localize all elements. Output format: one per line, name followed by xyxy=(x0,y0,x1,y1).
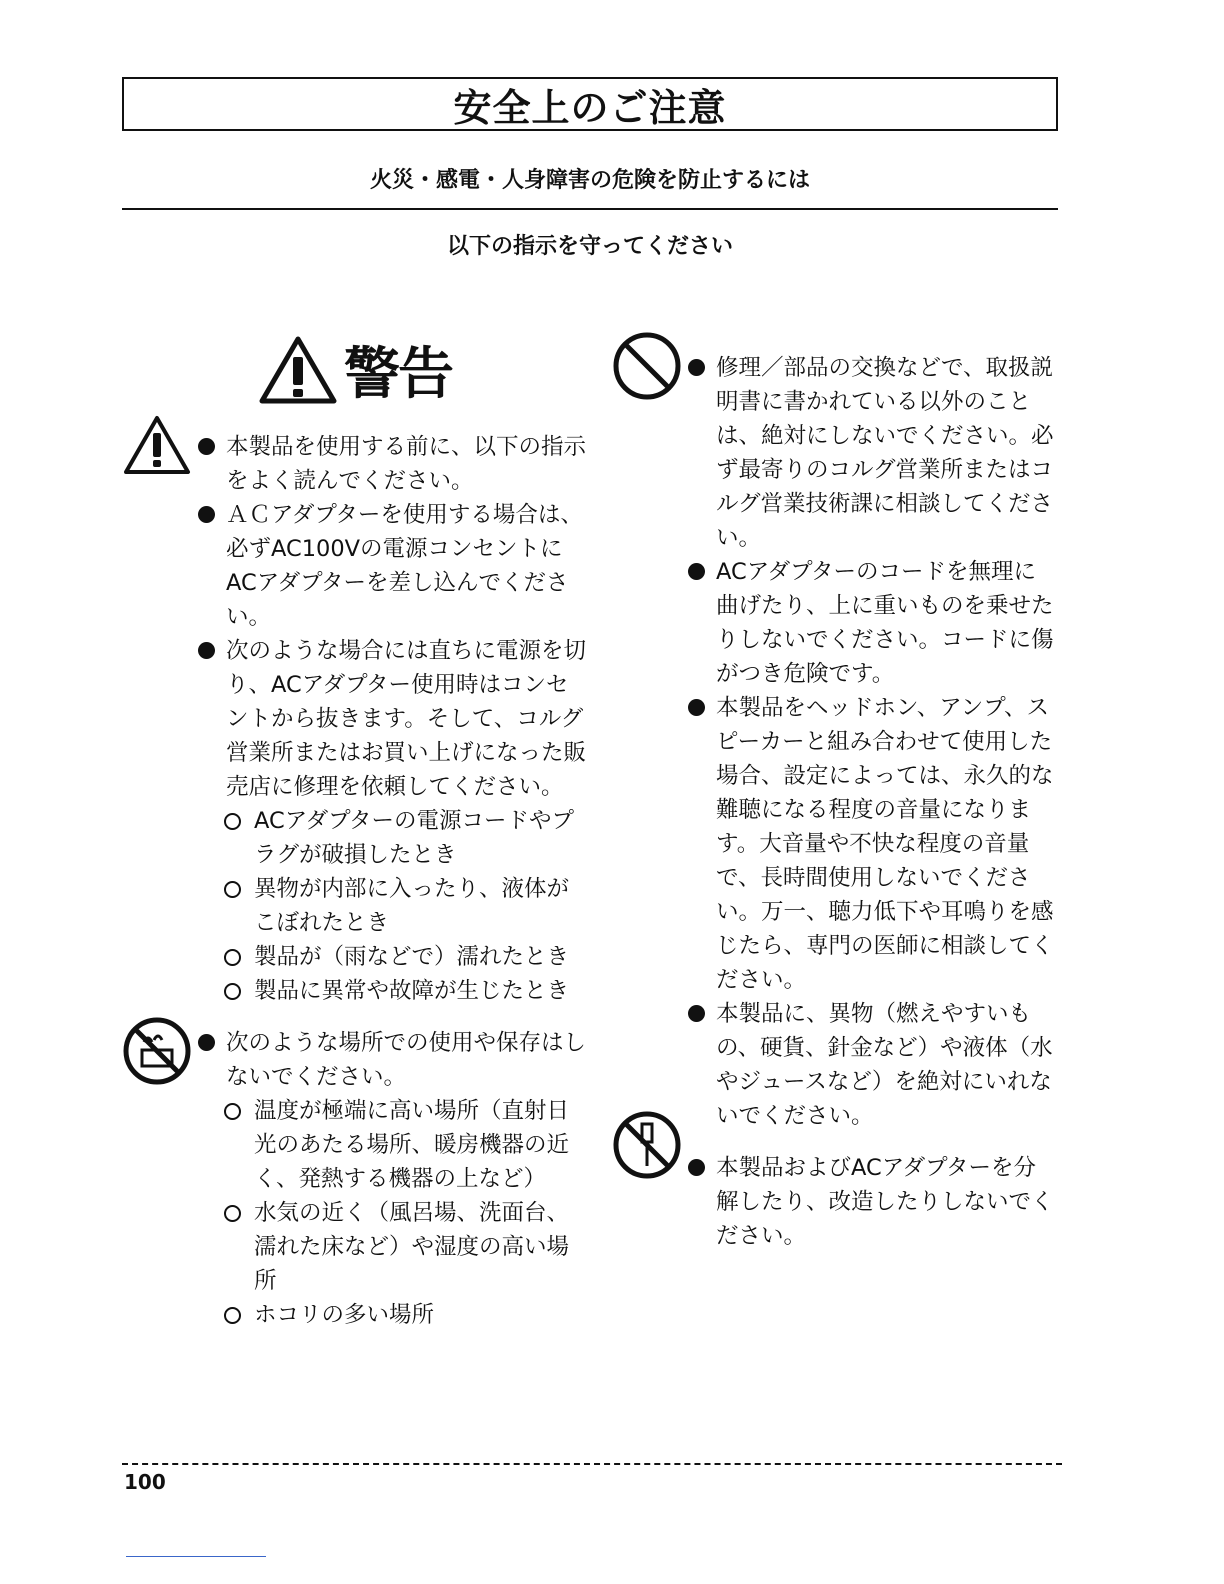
item-text: ACアダプターのコードを無理に曲げたり、上に重いものを乗せたりしないでください。コードに傷がつき危険です。 xyxy=(716,559,1054,687)
sub-item xyxy=(198,872,590,940)
item-text: 本製品を使用する前に、以下の指示をよく読んでください。 xyxy=(226,434,587,494)
no-wet-place-icon xyxy=(122,1016,192,1086)
no-disassemble-icon xyxy=(612,1110,682,1180)
scan-edge-line xyxy=(126,1556,266,1557)
sub-item-text: 水気の近く（風呂場、洗面台、濡れた床など）や湿度の高い場所 xyxy=(254,1200,570,1294)
circle-icon xyxy=(224,1103,241,1120)
sub-item-text: 温度が極端に高い場所（直射日光のあたる場所、暖房機器の近く、発熱する機器の上など） xyxy=(254,1098,570,1192)
bullet-icon xyxy=(198,506,215,523)
bullet-icon xyxy=(688,1005,705,1022)
sub-item xyxy=(198,1298,590,1332)
item-text: 次のような場所での使用や保存はしないでください。 xyxy=(226,1030,587,1090)
divider xyxy=(122,208,1058,210)
sub-item-text: 異物が内部に入ったり、液体がこぼれたとき xyxy=(254,876,570,936)
list-item xyxy=(198,634,590,804)
circle-icon xyxy=(224,881,241,898)
list-item xyxy=(688,1151,1058,1253)
warning-triangle-icon xyxy=(258,335,338,405)
item-text: 修理／部品の交換などで、取扱説明書に書かれている以外のことは、絶対にしないでください。必ず最寄りのコルグ営業所またはコルグ営業技術課に相談してください。 xyxy=(716,355,1054,551)
sub-item xyxy=(198,1094,590,1196)
bullet-icon xyxy=(688,359,705,376)
right-column xyxy=(688,351,1058,1253)
footer-divider xyxy=(122,1463,1062,1465)
left-column xyxy=(198,430,590,1332)
sub-item-text: ACアダプターの電源コードやプラグが破損したとき xyxy=(254,808,575,868)
subtitle-follow-instructions: 以下の指示を守ってください xyxy=(446,234,733,259)
circle-icon xyxy=(224,1205,241,1222)
sub-item xyxy=(198,804,590,872)
circle-icon xyxy=(224,813,241,830)
list-item xyxy=(198,498,590,634)
item-text: ＡＣアダプターを使用する場合は、必ずAC100Vの電源コンセントにACアダプターを差し込んでください。 xyxy=(226,502,583,630)
title-box xyxy=(122,77,1058,131)
page-title: 安全上のご注意 xyxy=(453,85,727,130)
sub-item xyxy=(198,1196,590,1298)
sub-item-text: 製品が（雨などで）濡れたとき xyxy=(254,944,570,970)
sub-item-text: 製品に異常や故障が生じたとき xyxy=(254,978,570,1004)
bullet-icon xyxy=(198,1034,215,1051)
item-text: 本製品およびACアダプターを分解したり、改造したりしないでください。 xyxy=(716,1155,1054,1249)
sub-item xyxy=(198,974,590,1008)
bullet-icon xyxy=(198,642,215,659)
circle-icon xyxy=(224,949,241,966)
circle-icon xyxy=(224,983,241,1000)
bullet-icon xyxy=(688,1159,705,1176)
bullet-icon xyxy=(688,563,705,580)
list-item xyxy=(198,430,590,498)
item-text: 本製品をヘッドホン、アンプ、スピーカーと組み合わせて使用した場合、設定によっては、永久的な難聴になる程度の音量になります。大音量や不快な程度の音量で、長時間使用しないでください。万一、聴力低下や耳鳴りを感じたら、専門の医師に相談してください。 xyxy=(716,695,1054,993)
item-text: 本製品に、異物（燃えやすいもの、硬貨、針金など）や液体（水やジュースなど）を絶対にいれないでください。 xyxy=(716,1001,1053,1129)
subtitle-fire-shock: 火災・感電・人身障害の危険を防止するには xyxy=(369,168,810,193)
circle-icon xyxy=(224,1307,241,1324)
bullet-icon xyxy=(198,438,215,455)
bullet-icon xyxy=(688,699,705,716)
list-item xyxy=(198,1026,590,1094)
list-item xyxy=(688,351,1058,555)
item-text: 次のような場合には直ちに電源を切り、ACアダプター使用時はコンセントから抜きます。そして、コルグ営業所またはお買い上げになった販売店に修理を依頼してください。 xyxy=(226,638,587,800)
warning-heading xyxy=(258,330,452,410)
list-item xyxy=(688,997,1058,1133)
sub-item-text: ホコリの多い場所 xyxy=(254,1302,435,1328)
sub-item xyxy=(198,940,590,974)
list-item xyxy=(688,691,1058,997)
warning-label: 警告 xyxy=(344,342,452,407)
prohibition-icon xyxy=(612,331,682,401)
page-number: 100 xyxy=(124,1470,166,1494)
list-item xyxy=(688,555,1058,691)
caution-triangle-icon xyxy=(122,414,192,476)
